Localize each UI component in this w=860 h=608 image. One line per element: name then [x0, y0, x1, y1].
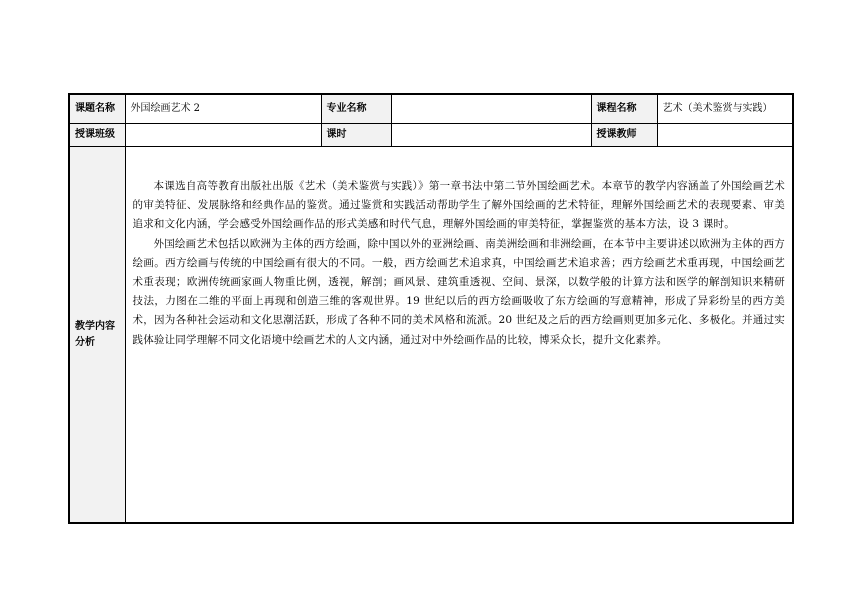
course-name-value: 外国绘画艺术 2 [125, 94, 321, 124]
analysis-paragraph-1: 本课选自高等教育出版社出版《艺术（美术鉴赏与实践）》第一章书法中第二节外国绘画艺术。本章节的教学内容涵盖了外国绘画艺术的审美特征、发展脉络和经典作品的鉴赏。通过鉴赏和实践活动帮助学生了解外国绘画的艺术特征，理解外国绘画艺术的表现要素、审美追求和文化内涵，学会感受外国绘画作品的形式美感和时代气息，理解外国绘画的审美特征，掌握鉴赏的基本方法，设 3 课时。 [132, 180, 785, 231]
class-label: 授课班级 [69, 124, 125, 147]
course-title-value: 艺术（美术鉴赏与实践） [657, 94, 793, 124]
teacher-label: 授课教师 [591, 124, 657, 147]
class-value [125, 124, 321, 147]
major-value [391, 94, 591, 124]
table-row [69, 94, 793, 124]
table-row [69, 124, 793, 147]
major-label: 专业名称 [321, 94, 391, 124]
hours-label: 课时 [321, 124, 391, 147]
lesson-plan-table [68, 93, 794, 524]
course-title-label: 课程名称 [591, 94, 657, 124]
course-name-label: 课题名称 [69, 94, 125, 124]
analysis-paragraph-2: 外国绘画艺术包括以欧洲为主体的西方绘画，除中国以外的亚洲绘画、南美洲绘画和非洲绘画，在本节中主要讲述以欧洲为主体的西方绘画。西方绘画与传统的中国绘画有很大的不同。一般，西方绘画艺术追求真，中国绘画艺术追求善；西方绘画艺术重再现，中国绘画艺术重表现；欧洲传统画家画人物重比例，透视，解剖；画风景、建筑重透视、空间、景深，以数学般的计算方法和医学的解剖知识来精研技法，力图在二维的平面上再现和创造三维的客观世界。19 世纪以后的西方绘画吸收了东方绘画的写意精神，形成了异彩纷呈的西方美术，因为各种社会运动和文化思潮活跃，形成了各种不同的美术风格和流派。20 世纪及之后的西方绘画则更加多元化、多极化。并通过实践体验让同学理解不同文化语境中绘画艺术的人文内涵，通过对中外绘画作品的比较，博采众长，提升文化素养。 [132, 237, 785, 346]
hours-value [391, 124, 591, 147]
table-row [69, 147, 793, 524]
teacher-value [657, 124, 793, 147]
analysis-label: 教学内容分析 [69, 147, 125, 524]
analysis-content [125, 147, 793, 524]
